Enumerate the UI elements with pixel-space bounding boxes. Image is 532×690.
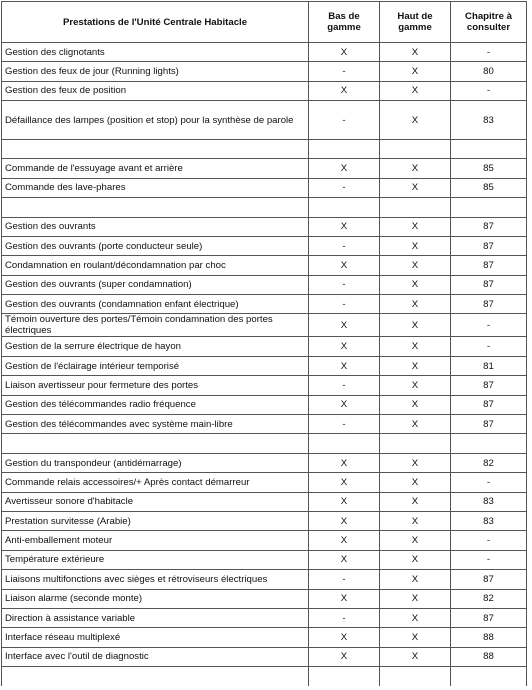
table-row (2, 512, 527, 531)
chapitre-cell: 87 (451, 570, 527, 589)
chapitre-cell: 85 (451, 178, 527, 197)
table-row (2, 178, 527, 197)
haut-de-gamme-cell: X (380, 589, 451, 608)
bas-de-gamme-cell: X (309, 589, 380, 608)
spacer-row (2, 198, 527, 217)
chapitre-cell: 87 (451, 236, 527, 255)
empty-cell (451, 198, 527, 217)
table-row (2, 453, 527, 472)
chapitre-cell: 87 (451, 217, 527, 236)
haut-de-gamme-cell: X (380, 62, 451, 81)
prestation-cell: Témoin ouverture des portes/Témoin condamnation des portes électriques (2, 314, 309, 337)
empty-cell (309, 667, 380, 686)
chapitre-cell: 83 (451, 512, 527, 531)
spacer-row (2, 667, 527, 686)
haut-de-gamme-cell: X (380, 647, 451, 666)
chapitre-cell: 85 (451, 159, 527, 178)
prestation-cell: Gestion des télécommandes radio fréquence (2, 395, 309, 414)
table-row (2, 314, 527, 337)
chapitre-cell: - (451, 473, 527, 492)
empty-cell (2, 434, 309, 453)
bas-de-gamme-cell: X (309, 512, 380, 531)
header-bas-de-gamme: Bas de gamme (309, 2, 380, 43)
empty-cell (2, 198, 309, 217)
haut-de-gamme-cell: X (380, 395, 451, 414)
haut-de-gamme-cell: X (380, 628, 451, 647)
bas-de-gamme-cell: X (309, 43, 380, 62)
spacer-row (2, 139, 527, 158)
prestation-cell: Gestion des clignotants (2, 43, 309, 62)
empty-cell (309, 434, 380, 453)
table-row (2, 589, 527, 608)
table-row (2, 337, 527, 356)
haut-de-gamme-cell: X (380, 608, 451, 627)
empty-cell (380, 198, 451, 217)
haut-de-gamme-cell: X (380, 512, 451, 531)
prestation-cell: Condamnation en roulant/décondamnation par choc (2, 256, 309, 275)
bas-de-gamme-cell: X (309, 492, 380, 511)
prestation-cell: Commande relais accessoires/+ Après contact démarreur (2, 473, 309, 492)
prestation-cell: Liaison avertisseur pour fermeture des portes (2, 376, 309, 395)
haut-de-gamme-cell: X (380, 256, 451, 275)
chapitre-cell: 87 (451, 415, 527, 434)
chapitre-cell: 80 (451, 62, 527, 81)
table-row (2, 236, 527, 255)
empty-cell (380, 139, 451, 158)
bas-de-gamme-cell: - (309, 178, 380, 197)
haut-de-gamme-cell: X (380, 43, 451, 62)
prestation-cell: Température extérieure (2, 550, 309, 569)
bas-de-gamme-cell: X (309, 647, 380, 666)
prestation-cell: Gestion des ouvrants (condamnation enfant électrique) (2, 295, 309, 314)
table-row (2, 101, 527, 140)
bas-de-gamme-cell: X (309, 628, 380, 647)
empty-cell (451, 434, 527, 453)
spacer-row (2, 434, 527, 453)
haut-de-gamme-cell: X (380, 376, 451, 395)
bas-de-gamme-cell: X (309, 356, 380, 375)
bas-de-gamme-cell: X (309, 314, 380, 337)
prestation-cell: Commande de l'essuyage avant et arrière (2, 159, 309, 178)
bas-de-gamme-cell: X (309, 337, 380, 356)
prestation-cell: Gestion des ouvrants (super condamnation) (2, 275, 309, 294)
table-row (2, 628, 527, 647)
bas-de-gamme-cell: X (309, 473, 380, 492)
empty-cell (380, 667, 451, 686)
prestation-cell: Défaillance des lampes (position et stop) pour la synthèse de parole (2, 101, 309, 140)
table-row (2, 608, 527, 627)
table-row (2, 492, 527, 511)
table-row (2, 81, 527, 100)
bas-de-gamme-cell: X (309, 256, 380, 275)
chapitre-cell: - (451, 81, 527, 100)
prestation-cell: Gestion des ouvrants (2, 217, 309, 236)
chapitre-cell: 83 (451, 101, 527, 140)
prestation-cell: Gestion des feux de position (2, 81, 309, 100)
prestation-cell: Anti-emballement moteur (2, 531, 309, 550)
chapitre-cell: 87 (451, 275, 527, 294)
table-row (2, 376, 527, 395)
haut-de-gamme-cell: X (380, 236, 451, 255)
bas-de-gamme-cell: X (309, 531, 380, 550)
haut-de-gamme-cell: X (380, 159, 451, 178)
table-row (2, 550, 527, 569)
haut-de-gamme-cell: X (380, 492, 451, 511)
bas-de-gamme-cell: - (309, 570, 380, 589)
haut-de-gamme-cell: X (380, 101, 451, 140)
chapitre-cell: - (451, 43, 527, 62)
haut-de-gamme-cell: X (380, 453, 451, 472)
chapitre-cell: 81 (451, 356, 527, 375)
chapitre-cell: - (451, 337, 527, 356)
bas-de-gamme-cell: X (309, 159, 380, 178)
empty-cell (451, 139, 527, 158)
chapitre-cell: - (451, 531, 527, 550)
header-chapitre: Chapitre à consulter (451, 2, 527, 43)
bas-de-gamme-cell: X (309, 395, 380, 414)
prestation-cell: Gestion des feux de jour (Running lights) (2, 62, 309, 81)
table-row (2, 531, 527, 550)
bas-de-gamme-cell: - (309, 415, 380, 434)
empty-cell (309, 198, 380, 217)
table-row (2, 356, 527, 375)
table-body (2, 43, 527, 687)
haut-de-gamme-cell: X (380, 217, 451, 236)
prestation-cell: Avertisseur sonore d'habitacle (2, 492, 309, 511)
table-row (2, 159, 527, 178)
prestation-cell: Gestion du transpondeur (antidémarrage) (2, 453, 309, 472)
chapitre-cell: 87 (451, 256, 527, 275)
empty-cell (309, 139, 380, 158)
table-row (2, 256, 527, 275)
prestation-cell: Interface avec l'outil de diagnostic (2, 647, 309, 666)
chapitre-cell: 88 (451, 647, 527, 666)
empty-cell (380, 434, 451, 453)
empty-cell (2, 139, 309, 158)
prestation-cell: Commande des lave-phares (2, 178, 309, 197)
haut-de-gamme-cell: X (380, 275, 451, 294)
header-prestations: Prestations de l'Unité Centrale Habitacle (2, 2, 309, 43)
chapitre-cell: 87 (451, 376, 527, 395)
prestation-cell: Direction à assistance variable (2, 608, 309, 627)
haut-de-gamme-cell: X (380, 295, 451, 314)
table-row (2, 62, 527, 81)
table-row (2, 473, 527, 492)
haut-de-gamme-cell: X (380, 473, 451, 492)
chapitre-cell: 87 (451, 295, 527, 314)
table-row (2, 647, 527, 666)
prestation-cell: Liaisons multifonctions avec sièges et rétroviseurs électriques (2, 570, 309, 589)
table-row (2, 43, 527, 62)
prestation-cell: Prestation survitesse (Arabie) (2, 512, 309, 531)
prestation-cell: Liaison alarme (seconde monte) (2, 589, 309, 608)
bas-de-gamme-cell: - (309, 62, 380, 81)
prestation-cell: Gestion de la serrure électrique de hayon (2, 337, 309, 356)
bas-de-gamme-cell: X (309, 453, 380, 472)
chapitre-cell: 82 (451, 453, 527, 472)
chapitre-cell: 83 (451, 492, 527, 511)
bas-de-gamme-cell: X (309, 550, 380, 569)
bas-de-gamme-cell: X (309, 217, 380, 236)
prestation-cell: Gestion des ouvrants (porte conducteur seule) (2, 236, 309, 255)
table-row (2, 415, 527, 434)
prestation-cell: Gestion de l'éclairage intérieur temporisé (2, 356, 309, 375)
bas-de-gamme-cell: - (309, 275, 380, 294)
chapitre-cell: 87 (451, 608, 527, 627)
bas-de-gamme-cell: X (309, 81, 380, 100)
haut-de-gamme-cell: X (380, 415, 451, 434)
haut-de-gamme-cell: X (380, 550, 451, 569)
empty-cell (2, 667, 309, 686)
table-row (2, 217, 527, 236)
bas-de-gamme-cell: - (309, 376, 380, 395)
table-row (2, 275, 527, 294)
bas-de-gamme-cell: - (309, 101, 380, 140)
haut-de-gamme-cell: X (380, 356, 451, 375)
chapitre-cell: 88 (451, 628, 527, 647)
table-row (2, 570, 527, 589)
bas-de-gamme-cell: - (309, 295, 380, 314)
chapitre-cell: - (451, 314, 527, 337)
table-header-row (2, 2, 527, 43)
header-haut-de-gamme: Haut de gamme (380, 2, 451, 43)
haut-de-gamme-cell: X (380, 531, 451, 550)
haut-de-gamme-cell: X (380, 314, 451, 337)
haut-de-gamme-cell: X (380, 178, 451, 197)
chapitre-cell: 82 (451, 589, 527, 608)
empty-cell (451, 667, 527, 686)
bas-de-gamme-cell: - (309, 236, 380, 255)
table-row (2, 295, 527, 314)
bas-de-gamme-cell: - (309, 608, 380, 627)
chapitre-cell: - (451, 550, 527, 569)
prestation-cell: Interface réseau multiplexé (2, 628, 309, 647)
haut-de-gamme-cell: X (380, 337, 451, 356)
haut-de-gamme-cell: X (380, 570, 451, 589)
haut-de-gamme-cell: X (380, 81, 451, 100)
services-table (1, 1, 527, 686)
chapitre-cell: 87 (451, 395, 527, 414)
prestation-cell: Gestion des télécommandes avec système main-libre (2, 415, 309, 434)
table-row (2, 395, 527, 414)
